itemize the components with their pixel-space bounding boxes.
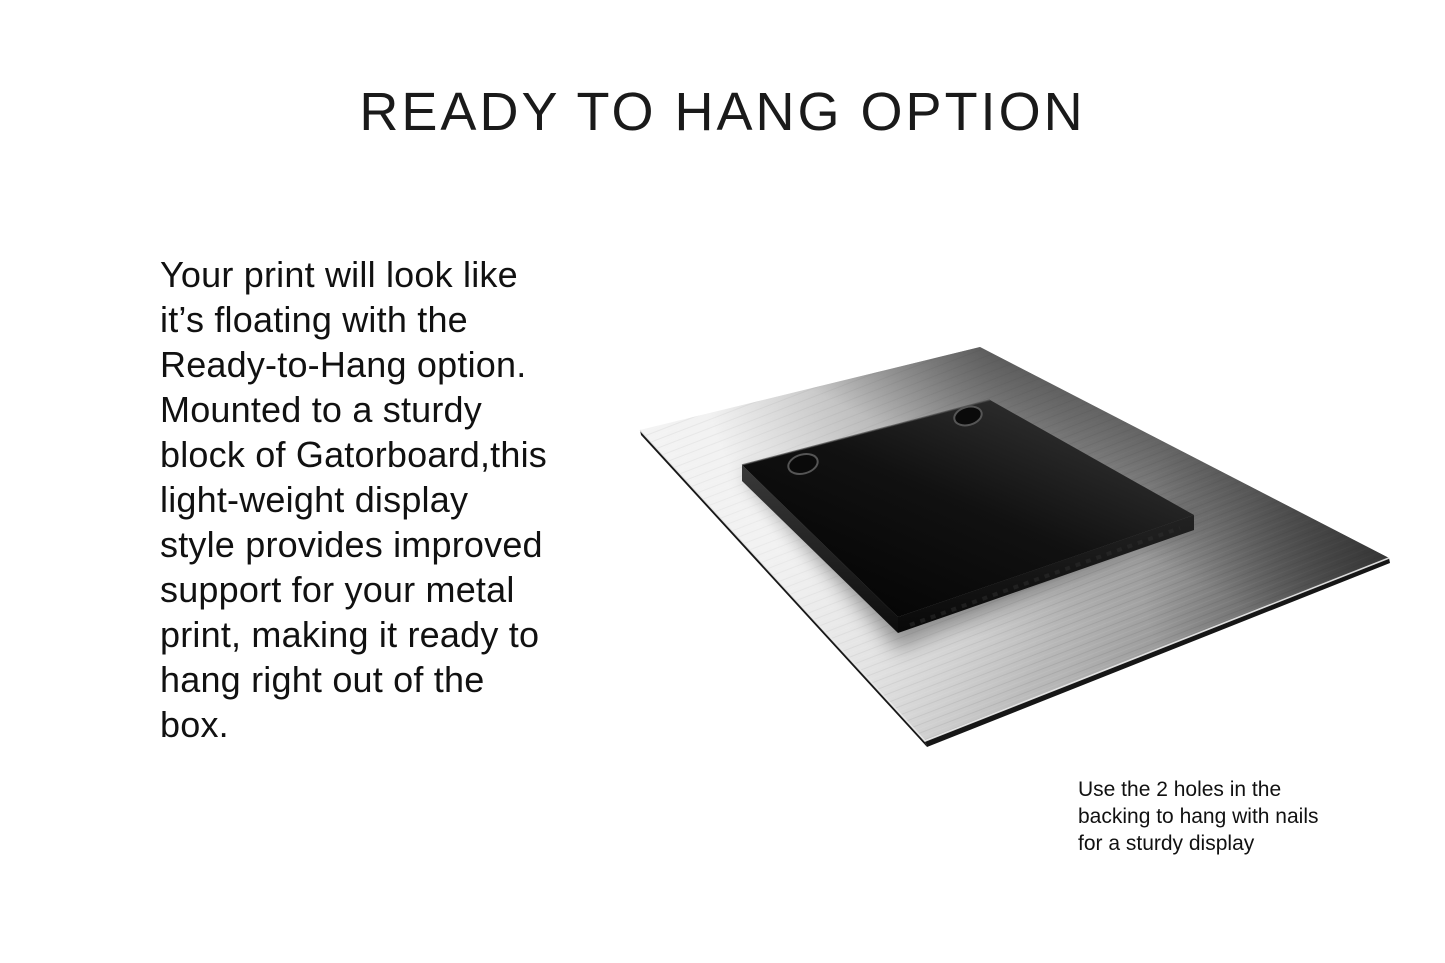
description-paragraph <box>160 252 547 747</box>
description-line: box. <box>160 704 229 745</box>
metal-print-back-photo <box>600 330 1420 770</box>
description-line: Your print will look like <box>160 254 518 295</box>
description-line: light-weight display <box>160 479 469 520</box>
description-line: support for your metal <box>160 569 515 610</box>
description-line: it’s floating with the <box>160 299 468 340</box>
page-title: READY TO HANG OPTION <box>359 82 1086 142</box>
description-line: block of Gatorboard,this <box>160 434 548 475</box>
hanging-instructions-caption <box>1078 776 1319 857</box>
caption-line: for a sturdy display <box>1078 832 1255 855</box>
description-line: hang right out of the <box>160 659 485 700</box>
description-line: Ready-to-Hang option. <box>160 344 527 385</box>
description-line: style provides improved <box>160 524 543 565</box>
caption-line: backing to hang with nails <box>1078 805 1319 828</box>
description-line: print, making it ready to <box>160 614 540 655</box>
description-line: Mounted to a sturdy <box>160 389 482 430</box>
caption-line: Use the 2 holes in the <box>1078 778 1282 801</box>
